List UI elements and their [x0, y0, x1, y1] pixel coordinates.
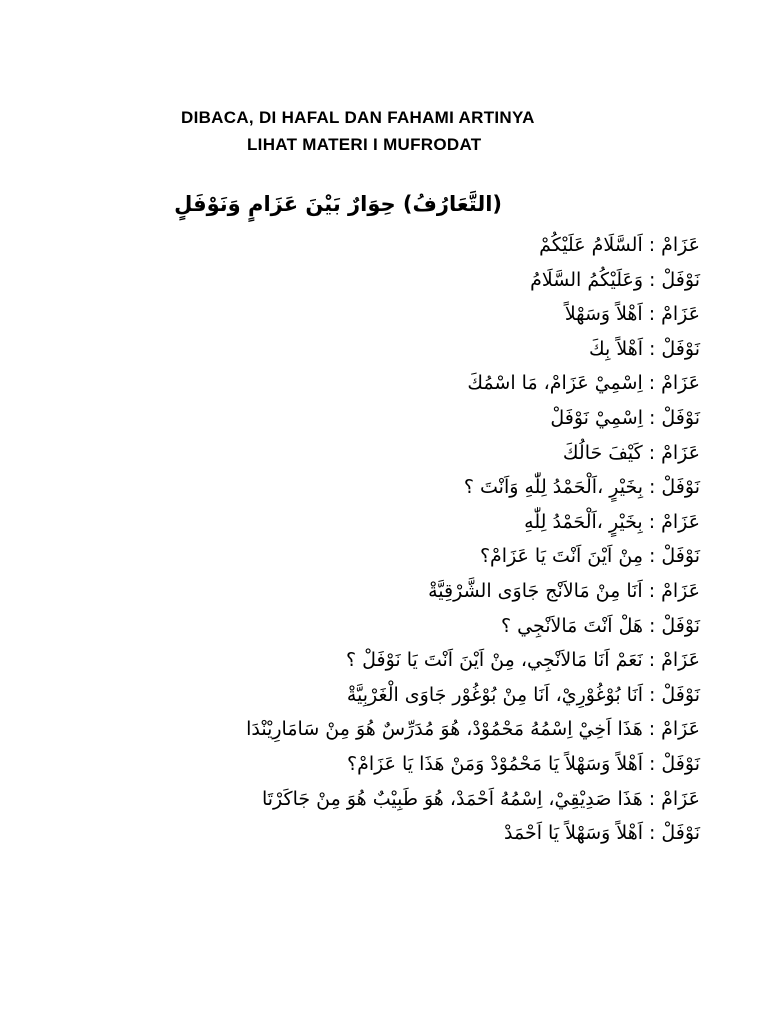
dialog-utterance: نَعَمْ اَنَا مَالاَنْجِي، مِنْ اَيْنَ اَنْتَ يَا نَوْفَلْ ؟ — [345, 649, 643, 672]
speaker-separator: : — [648, 234, 656, 256]
speaker-separator: : — [648, 718, 656, 741]
dialog-utterance: اِسْمِيْ عَزَامْ، مَا اسْمُكَ — [467, 372, 643, 395]
speaker-separator: : — [649, 268, 656, 291]
dialog-line — [300, 816, 700, 851]
dialog-title: (التَّعَارُفُ) حِوَارٌ بَيْنَ عَزَامٍ وَنَوْفَلٍ — [174, 192, 502, 216]
speaker-separator: : — [648, 787, 656, 810]
dialog-utterance: اَنَا بُوْغُوْرِيْ، اَنَا مِنْ بُوْغُوْر جَاوَى الْغَرْبِيَّةْ — [346, 683, 644, 706]
dialog-line — [300, 643, 700, 678]
dialog-line — [300, 436, 700, 471]
dialog-utterance: كَيْفَ حَالُكَ — [562, 441, 643, 464]
speaker-separator: : — [649, 683, 656, 706]
dialog-speaker: عَزَامْ — [661, 234, 700, 256]
dialog-speaker: نَوْفَلْ — [661, 822, 700, 845]
speaker-separator: : — [648, 510, 656, 533]
dialog-utterance: بِخَيْرٍ ،اَلْحَمْدُ لِلّٰهِ وَاَنْتَ ؟ — [463, 476, 644, 499]
dialog-utterance: اَهْلاً وَسَهْلاً — [564, 303, 643, 326]
dialog-line — [300, 609, 700, 644]
speaker-separator: : — [648, 372, 656, 395]
dialog-speaker: نَوْفَلْ — [661, 406, 700, 429]
speaker-separator: : — [648, 303, 656, 326]
dialog-line — [300, 263, 700, 298]
dialog-list — [246, 228, 700, 851]
dialog-utterance: اَهْلاً وَسَهْلاً يَا مَحْمُوْدْ وَمَنْ هَذَا يَا عَزَامْ؟ — [347, 752, 644, 775]
dialog-line — [300, 470, 700, 505]
dialog-speaker: نَوْفَلْ — [661, 476, 700, 499]
dialog-line — [300, 539, 700, 574]
speaker-separator: : — [648, 441, 656, 464]
speaker-separator: : — [649, 476, 656, 499]
dialog-line — [300, 228, 700, 263]
dialog-line — [300, 505, 700, 540]
dialog-speaker: نَوْفَلْ — [661, 752, 700, 775]
dialog-speaker: نَوْفَلْ — [661, 268, 700, 291]
dialog-utterance: اَلسَّلَامُ عَلَيْكُمْ — [539, 234, 643, 256]
speaker-separator: : — [649, 406, 656, 429]
dialog-speaker: عَزَامْ — [661, 441, 700, 464]
dialog-speaker: عَزَامْ — [661, 649, 700, 672]
instruction-line-1: DIBACA, DI HAFAL DAN FAHAMI ARTINYA — [181, 108, 535, 127]
dialog-line — [246, 712, 700, 747]
dialog-utterance: وَعَلَيْكُمُ السَّلَامُ — [530, 268, 644, 291]
dialog-line — [300, 332, 700, 367]
dialog-speaker: نَوْفَلْ — [661, 683, 700, 706]
dialog-speaker: عَزَامْ — [661, 303, 700, 326]
dialog-utterance: اَهْلاً بِكَ — [589, 337, 644, 360]
dialog-speaker: نَوْفَلْ — [661, 337, 700, 360]
dialog-speaker: نَوْفَلْ — [661, 545, 700, 568]
dialog-line — [300, 297, 700, 332]
dialog-line — [261, 782, 700, 817]
dialog-line — [300, 747, 700, 782]
speaker-separator: : — [648, 579, 656, 602]
dialog-line — [300, 401, 700, 436]
dialog-line — [300, 366, 700, 401]
dialog-utterance: بِخَيْرٍ ،اَلْحَمْدُ لِلّٰهِ — [524, 510, 643, 533]
dialog-utterance: اَنَا مِنْ مَالاَنْج جَاوَى الشَّرْقِيَّةْ — [428, 579, 643, 602]
dialog-utterance: مِنْ اَيْنَ اَنْتَ يَا عَزَامْ؟ — [479, 545, 644, 568]
speaker-separator: : — [649, 614, 656, 637]
dialog-utterance: اَهْلاً وَسَهْلاً يَا اَحْمَدْ — [504, 822, 644, 845]
dialog-utterance: هَذَا اَخِيْ اِسْمُهُ مَحْمُوْدْ، هُوَ مُدَرِّسٌ هُوَ مِنْ سَامَارِيْنْدَا — [246, 718, 643, 741]
dialog-utterance: اِسْمِيْ نَوْفَلْ — [550, 406, 644, 429]
speaker-separator: : — [649, 822, 656, 845]
dialog-line — [300, 678, 700, 713]
dialog-speaker: عَزَامْ — [661, 579, 700, 602]
speaker-separator: : — [649, 752, 656, 775]
dialog-speaker: نَوْفَلْ — [661, 614, 700, 637]
dialog-line — [300, 574, 700, 609]
speaker-separator: : — [648, 649, 656, 672]
dialog-utterance: هَذَا صَدِيْقِيْ، اِسْمُهُ اَحْمَدْ، هُوَ طَبِيْبٌ هُوَ مِنْ جَاكَرْتَا — [261, 787, 643, 810]
dialog-utterance: هَلْ اَنْتَ مَالاَنْجِي ؟ — [500, 614, 644, 637]
instruction-line-2: LIHAT MATERI I MUFRODAT — [247, 135, 482, 154]
speaker-separator: : — [649, 545, 656, 568]
dialog-speaker: عَزَامْ — [661, 787, 700, 810]
speaker-separator: : — [649, 337, 656, 360]
dialog-speaker: عَزَامْ — [661, 718, 700, 741]
dialog-speaker: عَزَامْ — [661, 372, 700, 395]
dialog-speaker: عَزَامْ — [661, 510, 700, 533]
